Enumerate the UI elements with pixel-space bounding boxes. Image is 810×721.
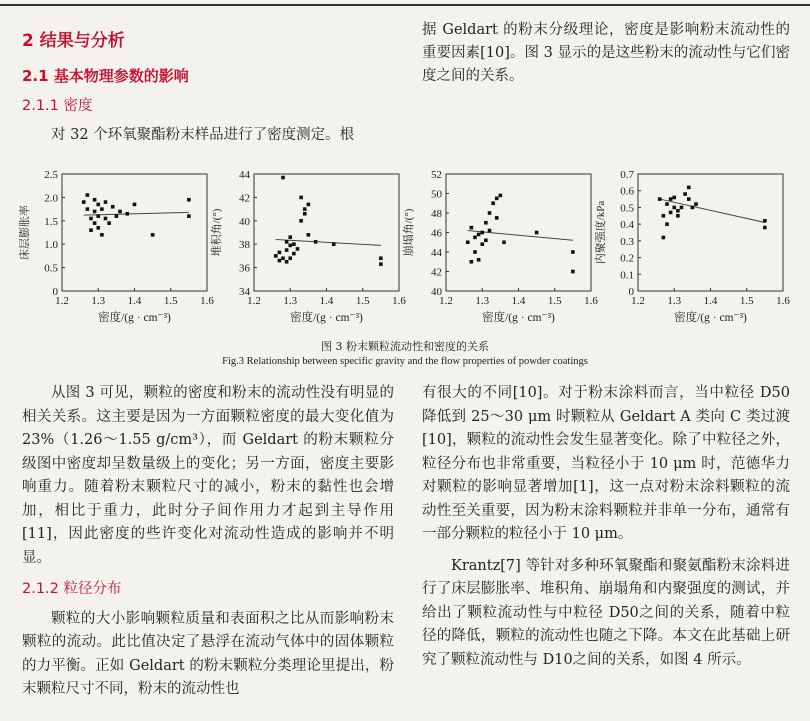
data-point xyxy=(477,258,481,262)
y-tick-label: 2.5 xyxy=(44,169,58,181)
y-tick-label: 1.0 xyxy=(44,239,58,252)
figure-caption-cn: 图 3 粉末颗粒流动性和密度的关系 xyxy=(321,340,489,353)
y-tick-label: 2.0 xyxy=(44,192,58,205)
data-point xyxy=(672,196,676,200)
data-point xyxy=(683,192,687,196)
data-point xyxy=(332,242,336,246)
data-point xyxy=(89,217,93,221)
data-point xyxy=(292,252,296,256)
data-point xyxy=(676,214,680,218)
y-tick-label: 38 xyxy=(239,239,250,252)
y-axis-label: 床层膨胀率 xyxy=(19,205,31,260)
data-point xyxy=(484,239,488,243)
y-tick-label: 46 xyxy=(431,227,442,240)
paragraph: 据 Geldart 的粉末分级理论，密度是影响粉末流动性的重要因素[10]。图 3 显示的是这些粉末的流动性与它们密度之间的关系。 xyxy=(422,22,790,84)
data-point xyxy=(495,197,499,201)
data-point xyxy=(495,216,499,220)
x-tick-label: 1.3 xyxy=(91,295,106,307)
data-point xyxy=(379,262,383,266)
right-column-bottom xyxy=(422,382,790,672)
x-tick-label: 1.3 xyxy=(667,295,682,307)
data-point xyxy=(133,203,137,207)
data-point xyxy=(571,250,575,254)
y-tick-label: 0.5 xyxy=(44,262,58,275)
plot-frame xyxy=(254,174,399,291)
data-point xyxy=(571,270,575,274)
data-point xyxy=(104,200,108,204)
y-tick-label: 44 xyxy=(239,169,250,181)
subsection-title: 2.1 基本物理参数的影响 xyxy=(22,66,189,85)
data-point xyxy=(669,197,673,201)
data-point xyxy=(687,197,691,201)
x-tick-label: 1.2 xyxy=(247,295,261,307)
data-point xyxy=(292,242,296,246)
x-axis-label: 密度/(g · cm⁻³) xyxy=(674,312,747,324)
header-rule xyxy=(0,4,810,6)
x-tick-label: 1.4 xyxy=(319,295,334,307)
x-tick-label: 1.2 xyxy=(631,295,645,307)
x-tick-label: 1.2 xyxy=(55,295,69,307)
right-column-top xyxy=(422,19,790,88)
figure-3 xyxy=(0,168,810,338)
data-point xyxy=(473,250,477,254)
data-point xyxy=(470,260,474,264)
y-tick-label: 0.2 xyxy=(620,252,634,265)
data-point xyxy=(687,186,691,190)
x-tick-label: 1.2 xyxy=(439,295,453,307)
y-tick-label: 0.5 xyxy=(620,202,634,215)
data-point xyxy=(379,256,383,260)
plot-frame xyxy=(638,174,783,291)
data-point xyxy=(314,240,318,244)
data-point xyxy=(285,240,289,244)
data-point xyxy=(93,221,97,225)
data-point xyxy=(691,206,695,210)
data-point xyxy=(502,240,506,244)
trend-line xyxy=(660,199,765,222)
y-tick-label: 0.4 xyxy=(620,219,634,232)
paragraph: 对 32 个环氧聚酯粉末样品进行了密度测定。根 xyxy=(51,126,355,143)
chart-panel-2 xyxy=(209,169,406,324)
data-point xyxy=(288,244,292,248)
data-point xyxy=(672,206,676,210)
x-tick-label: 1.3 xyxy=(475,295,490,307)
paragraph: 有很大的不同[10]。对于粉末涂料而言，当中粒径 D50 降低到 25～30 μm 时颗粒从 Geldart A 类向 C 类过渡[10]，颗粒的流动性会发生显著变化。除了中粒径之外，粒径分布也非常重要，当粒径小于 10 μm 时，范德华力对颗粒的影响显著增加[1]，这一点对粉末涂料颗粒的流动性至关重要，因为粉末涂料颗粒并非单一分布，通常有一部分颗粒的粒径小于 10 μm。 xyxy=(422,385,790,542)
y-tick-label: 42 xyxy=(239,192,250,205)
y-tick-label: 0 xyxy=(628,286,634,298)
data-point xyxy=(473,236,477,240)
data-point xyxy=(466,240,470,244)
data-point xyxy=(281,256,285,260)
x-axis-label: 密度/(g · cm⁻³) xyxy=(98,312,171,324)
data-point xyxy=(669,211,673,215)
data-point xyxy=(151,233,155,237)
x-tick-label: 1.5 xyxy=(163,295,178,307)
data-point xyxy=(299,196,303,200)
y-axis-label: 内聚强度/kPa xyxy=(595,200,607,265)
data-point xyxy=(93,210,97,214)
data-point xyxy=(680,206,684,210)
left-column-bottom xyxy=(22,382,394,702)
data-point xyxy=(662,214,666,218)
data-point xyxy=(288,256,292,260)
paragraph: Krantz[7] 等针对多种环氧聚酯和聚氨酯粉末涂料进行了床层膨胀率、堆积角、崩塌角和内聚强度的测试，并给出了颗粒流动性与中粒径 D50之间的关系，随着中粒径的降低，颗粒的流动性也随之下降。本文在此基础上研究了颗粒流动性与 D10之间的关系，如图 4 所示。 xyxy=(422,557,790,668)
paragraph: 颗粒的大小影响颗粒质量和表面积之比从而影响粉末颗粒的流动。此比值决定了悬浮在流动气体中的固体颗粒的力平衡。正如 Geldart 的粉末颗粒分类理论里提出，粉末颗粒尺寸不同，粉末的流动性也 xyxy=(22,610,394,697)
data-point xyxy=(296,247,300,251)
data-point xyxy=(285,248,289,252)
data-point xyxy=(488,229,492,233)
data-point xyxy=(662,236,666,240)
y-tick-label: 0.7 xyxy=(620,169,634,181)
plot-frame xyxy=(62,174,207,291)
data-point xyxy=(89,228,93,232)
data-point xyxy=(676,209,680,213)
y-axis-label: 堆积角/(°) xyxy=(211,208,223,257)
figure-caption-en: Fig.3 Relationship between specific gravity and the flow properties of powder coatings xyxy=(222,356,588,367)
data-point xyxy=(86,193,90,197)
x-tick-label: 1.5 xyxy=(739,295,754,307)
x-tick-label: 1.3 xyxy=(283,295,298,307)
data-point xyxy=(96,214,100,218)
data-point xyxy=(187,198,191,202)
data-point xyxy=(187,214,191,218)
paragraph: 从图 3 可见，颗粒的密度和粉末的流动性没有明显的相关关系。这主要是因为一方面颗粒密度的最大变化值为 23%（1.26～1.55 g/cm³），而 Geldart 的粉末颗粒分级图中密度却呈数量级上的变化；另一方面，密度主要影响重力。随着粉末颗粒尺寸的减小，粉末的黏性也会增加，相比于重力，此时分子间作用力才起到主导作用[11]，因此密度的些许变化对流动性造成的影响并不明显。 xyxy=(22,385,394,566)
data-point xyxy=(499,194,503,198)
y-tick-label: 0.3 xyxy=(620,235,634,248)
y-tick-label: 42 xyxy=(431,266,442,279)
x-tick-label: 1.6 xyxy=(200,295,214,307)
x-axis-label: 密度/(g · cm⁻³) xyxy=(482,312,555,324)
y-tick-label: 40 xyxy=(239,215,250,228)
y-tick-label: 50 xyxy=(431,188,442,201)
chart-panel-1 xyxy=(17,169,214,324)
data-point xyxy=(491,201,495,205)
data-point xyxy=(665,202,669,206)
x-tick-label: 1.4 xyxy=(703,295,718,307)
data-point xyxy=(107,221,111,225)
data-point xyxy=(281,176,285,180)
y-tick-label: 52 xyxy=(431,169,442,181)
data-point xyxy=(477,233,481,237)
x-tick-label: 1.4 xyxy=(127,295,142,307)
data-point xyxy=(278,251,282,255)
data-point xyxy=(100,233,104,237)
data-point xyxy=(118,210,122,214)
data-point xyxy=(86,207,90,211)
y-tick-label: 34 xyxy=(239,286,250,298)
x-tick-label: 1.6 xyxy=(392,295,406,307)
subsubsection-title-density: 2.1.1 密度 xyxy=(22,98,93,114)
data-point xyxy=(104,217,108,221)
data-point xyxy=(307,233,311,237)
data-point xyxy=(763,219,767,223)
section-title: 2 结果与分析 xyxy=(22,31,125,51)
y-tick-label: 36 xyxy=(239,262,250,275)
chart-panel-4 xyxy=(593,169,790,324)
data-point xyxy=(303,207,307,211)
data-point xyxy=(288,235,292,239)
x-tick-label: 1.6 xyxy=(584,295,598,307)
data-point xyxy=(93,198,97,202)
plot-frame xyxy=(446,174,591,291)
data-point xyxy=(658,197,662,201)
y-tick-label: 1.5 xyxy=(44,215,58,228)
y-tick-label: 48 xyxy=(431,208,442,220)
data-point xyxy=(694,202,698,206)
data-point xyxy=(115,214,119,218)
data-point xyxy=(488,211,492,215)
x-tick-label: 1.5 xyxy=(547,295,562,307)
data-point xyxy=(307,203,311,207)
data-point xyxy=(100,207,104,211)
x-tick-label: 1.5 xyxy=(355,295,370,307)
data-point xyxy=(480,242,484,246)
y-tick-label: 0 xyxy=(52,286,58,298)
subsubsection-title-size: 2.1.2 粒径分布 xyxy=(22,581,122,597)
data-point xyxy=(274,254,278,258)
data-point xyxy=(484,221,488,225)
chart-panel-3 xyxy=(401,169,598,324)
data-point xyxy=(111,205,115,209)
y-tick-label: 44 xyxy=(431,247,442,259)
left-column-top xyxy=(22,30,394,146)
data-point xyxy=(470,226,474,230)
data-point xyxy=(96,203,100,207)
data-point xyxy=(303,212,307,216)
data-point xyxy=(665,222,669,226)
data-point xyxy=(285,260,289,264)
y-axis-label: 崩塌角/(°) xyxy=(403,208,415,257)
y-tick-label: 0.6 xyxy=(620,185,634,198)
data-point xyxy=(125,212,129,216)
data-point xyxy=(480,231,484,235)
x-axis-label: 密度/(g · cm⁻³) xyxy=(290,312,363,324)
data-point xyxy=(96,226,100,230)
data-point xyxy=(535,231,539,235)
y-tick-label: 0.1 xyxy=(620,269,634,282)
data-point xyxy=(763,226,767,230)
x-tick-label: 1.4 xyxy=(511,295,526,307)
data-point xyxy=(82,200,86,204)
data-point xyxy=(299,219,303,223)
y-tick-label: 40 xyxy=(431,286,442,298)
data-point xyxy=(278,259,282,263)
x-tick-label: 1.6 xyxy=(776,295,790,307)
